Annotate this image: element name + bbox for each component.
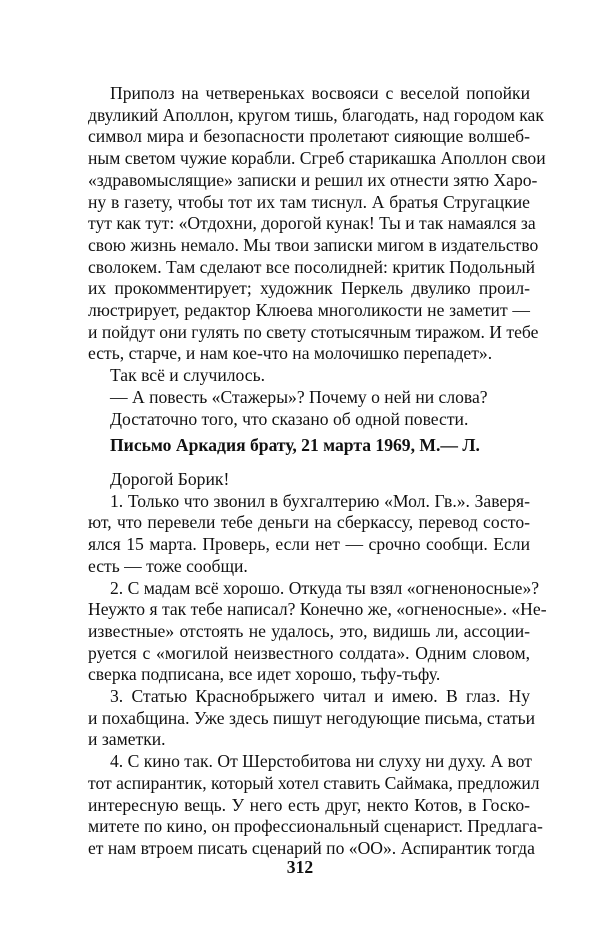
text-line: 1. Только что звонил в бухгалтерию «Мол. Гв.». Заверя- <box>110 490 530 511</box>
text-line: есть — тоже сообщи. <box>88 555 248 576</box>
text-line: ным светом чужие корабли. Сгреб старикашка Аполлон свои <box>88 148 546 169</box>
paragraph <box>88 387 530 409</box>
text-line: и пойдут они гулять по свету стотысячным тиражом. И тебе <box>88 321 539 342</box>
letter-body <box>88 469 547 860</box>
letter-greeting: Дорогой Борик! <box>110 469 230 489</box>
text-line: символ мира и безопасности пролетают сияющие волшеб- <box>88 126 530 147</box>
text-line: известные» отстоять не удалось, это, видишь ли, ассоции- <box>88 620 530 641</box>
text-line: интересную вещь. У него есть друг, некто Котов, в Госко- <box>88 794 530 815</box>
text-line: тот аспирантик, который хотел ставить Саймака, предложил <box>88 772 540 793</box>
text-line: люстрирует, редактор Клюева многоликости не заметит — <box>88 300 530 321</box>
letter-item <box>88 577 547 687</box>
text-line: «здравомыслящие» записки и решил их отнести зятю Харо- <box>88 169 538 190</box>
paragraph <box>88 409 530 431</box>
text-line: ют, что перевели тебе деньги на сберкассу, перевод состо- <box>88 512 530 533</box>
text-line: 3. Статью Краснобрыжего читал и имею. В глаз. Ну <box>110 686 530 707</box>
text-line: сверка подписана, все идет хорошо, тьфу-тьфу. <box>88 664 441 685</box>
letter-heading: Письмо Аркадия брату, 21 марта 1969, М.— Л. <box>110 435 480 455</box>
text-line: Неужто я так тебе написал? Конечно же, «огненосные». «Не- <box>88 599 547 620</box>
text-line: ялся 15 марта. Проверь, если нет — срочно сообщи. Если <box>88 534 530 555</box>
paragraph <box>88 83 546 365</box>
text-line: Так всё и случилось. <box>110 365 265 386</box>
text-line: двуликий Аполлон, кругом тишь, благодать, над городом как <box>88 104 544 125</box>
text-line: ет нам втроем писать сценарий по «ОО». Аспирантик тогда <box>88 837 535 858</box>
text-line: и заметки. <box>88 729 166 750</box>
paragraph <box>88 365 530 387</box>
text-line: Приполз на четвереньках восвояси с веселой попойки <box>110 83 530 103</box>
top-text <box>88 83 546 430</box>
text-line: 4. С кино так. От Шерстобитова ни слуху ни духу. А вот <box>110 751 532 772</box>
text-line: руется с «могилой неизвестного солдата». Одним словом, <box>88 642 530 663</box>
letter-item <box>88 491 530 578</box>
text-line: сволокем. Там сделают все посолидней: критик Подольный <box>88 256 536 277</box>
text-line: свою жизнь немало. Мы твои записки мигом в издательство <box>88 234 539 255</box>
text-line: ну в газету, чтобы тот их там тиснул. А братья Стругацкие <box>88 191 530 212</box>
text-line: тут как тут: «Отдохни, дорогой кунак! Ты и так намаялся за <box>88 213 536 234</box>
text-line: 2. С мадам всё хорошо. Откуда ты взял «огненоносные»? <box>110 577 540 598</box>
text-line: митете по кино, он профессиональный сценарист. Предлага- <box>88 816 543 837</box>
text-line: есть, старче, и нам кое-что на молочишко перепадет». <box>88 343 493 364</box>
text-line: и похабщина. Уже здесь пишут негодующие письма, статьи <box>88 707 536 728</box>
text-line: Достаточно того, что сказано об одной повести. <box>110 408 469 429</box>
page-number: 312 <box>286 857 314 877</box>
letter-item <box>88 751 543 860</box>
text-line: — А повесть «Стажеры»? Почему о ней ни слова? <box>110 386 488 407</box>
letter-item <box>88 686 536 751</box>
text-line: их прокомментирует; художник Перкель двулико проил- <box>88 278 530 299</box>
